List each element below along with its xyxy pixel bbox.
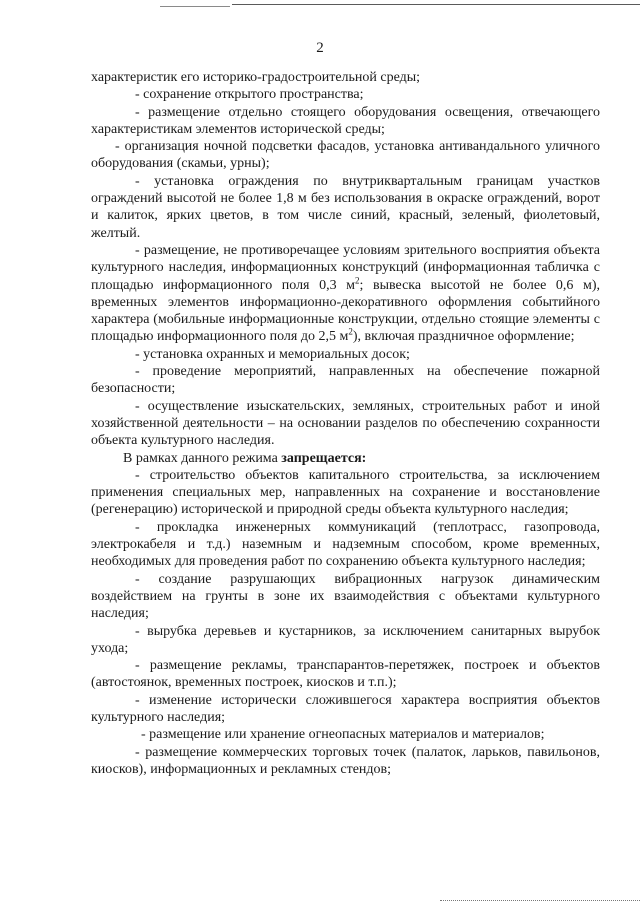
paragraph: - осуществление изыскательских, земляных, строительных работ и иной хозяйственной деятельности – на основании разделов по обеспечению сохранности объекта культурного наследия. [91,398,600,449]
paragraph: - проведение мероприятий, направленных на обеспечение пожарной безопасности; [91,364,600,397]
paragraph-text: ; вывеска высотой не более 0,6 м), временных элементов информационно-декоративного оформления событийного характера (мобильные информационные конструкции, отдельно стоящие элементы с площадью информационного поля до 2,5 м [91,277,600,345]
paragraph: - вырубка деревьев и кустарников, за исключением санитарных вырубок ухода; [91,623,600,656]
paragraph: - изменение исторически сложившегося характера восприятия объектов культурного наследия; [91,692,600,725]
paragraph [91,242,600,346]
paragraph: - размещение или хранение огнеопасных материалов и материалов; [141,727,545,743]
paragraph: характеристик его историко-градостроительной среды; [91,70,421,85]
paragraph: - размещение коммерческих торговых точек (палаток, ларьков, павильонов, киосков), информационных и рекламных стендов; [91,744,600,777]
scan-edge-line [160,6,230,7]
paragraph: - размещение отдельно стоящего оборудования освещения, отвечающего характеристикам элементов исторической среды; [91,104,600,137]
superscript: 2 [355,274,360,285]
paragraph: - размещение рекламы, транспарантов-перетяжек, построек и объектов (автостоянок, временных построек, киосков и т.п.); [91,658,600,691]
paragraph: - прокладка инженерных коммуникаций (теплотрасс, газопровода, электрокабеля и т.д.) наземным и надземным способом, кроме временных, необходимых для проведения работ по сохранению объекта культурного наследия; [91,519,600,570]
bold-keyword: запрещается: [281,450,367,466]
paragraph: - создание разрушающих вибрационных нагрузок динамическим воздействием на грунты в зоне их взаимодействия с объектами культурного наследия; [91,571,600,622]
paragraph-lead: В рамках данного режима [123,450,282,466]
paragraph-text: ), включая праздничное оформление; [352,329,575,345]
paragraph: - сохранение открытого пространства; [135,87,364,103]
paragraph [91,450,600,467]
paragraph: - установка охранных и мемориальных досок; [135,346,410,362]
paragraph-text: - размещение, не противоречащее условиям зрительного восприятия объекта культурного наследия, информационных конструкций (информационная табличка с площадью информационного поля 0,3 м [91,242,600,293]
paragraph: - организация ночной подсветки фасадов, установка антивандального уличного оборудования (скамьи, урны); [91,139,600,172]
document-body [91,69,600,778]
paragraph: - строительство объектов капитального строительства, за исключением применения специальных мер, направленных на сохранение и восстановление (регенерацию) исторической и природной среды объекта культурного наследия; [91,467,600,518]
paragraph: - установка ограждения по внутриквартальным границам участков ограждений высотой не более 1,8 м без использования в окраске ограждений, ворот и калиток, ярких цветов, в том числе синий, красный, зеленый, фиолетовый, желтый. [91,173,600,241]
scan-edge-line [440,900,640,901]
superscript: 2 [348,326,353,337]
page-number: 2 [316,40,324,56]
scan-edge-line [232,4,640,5]
